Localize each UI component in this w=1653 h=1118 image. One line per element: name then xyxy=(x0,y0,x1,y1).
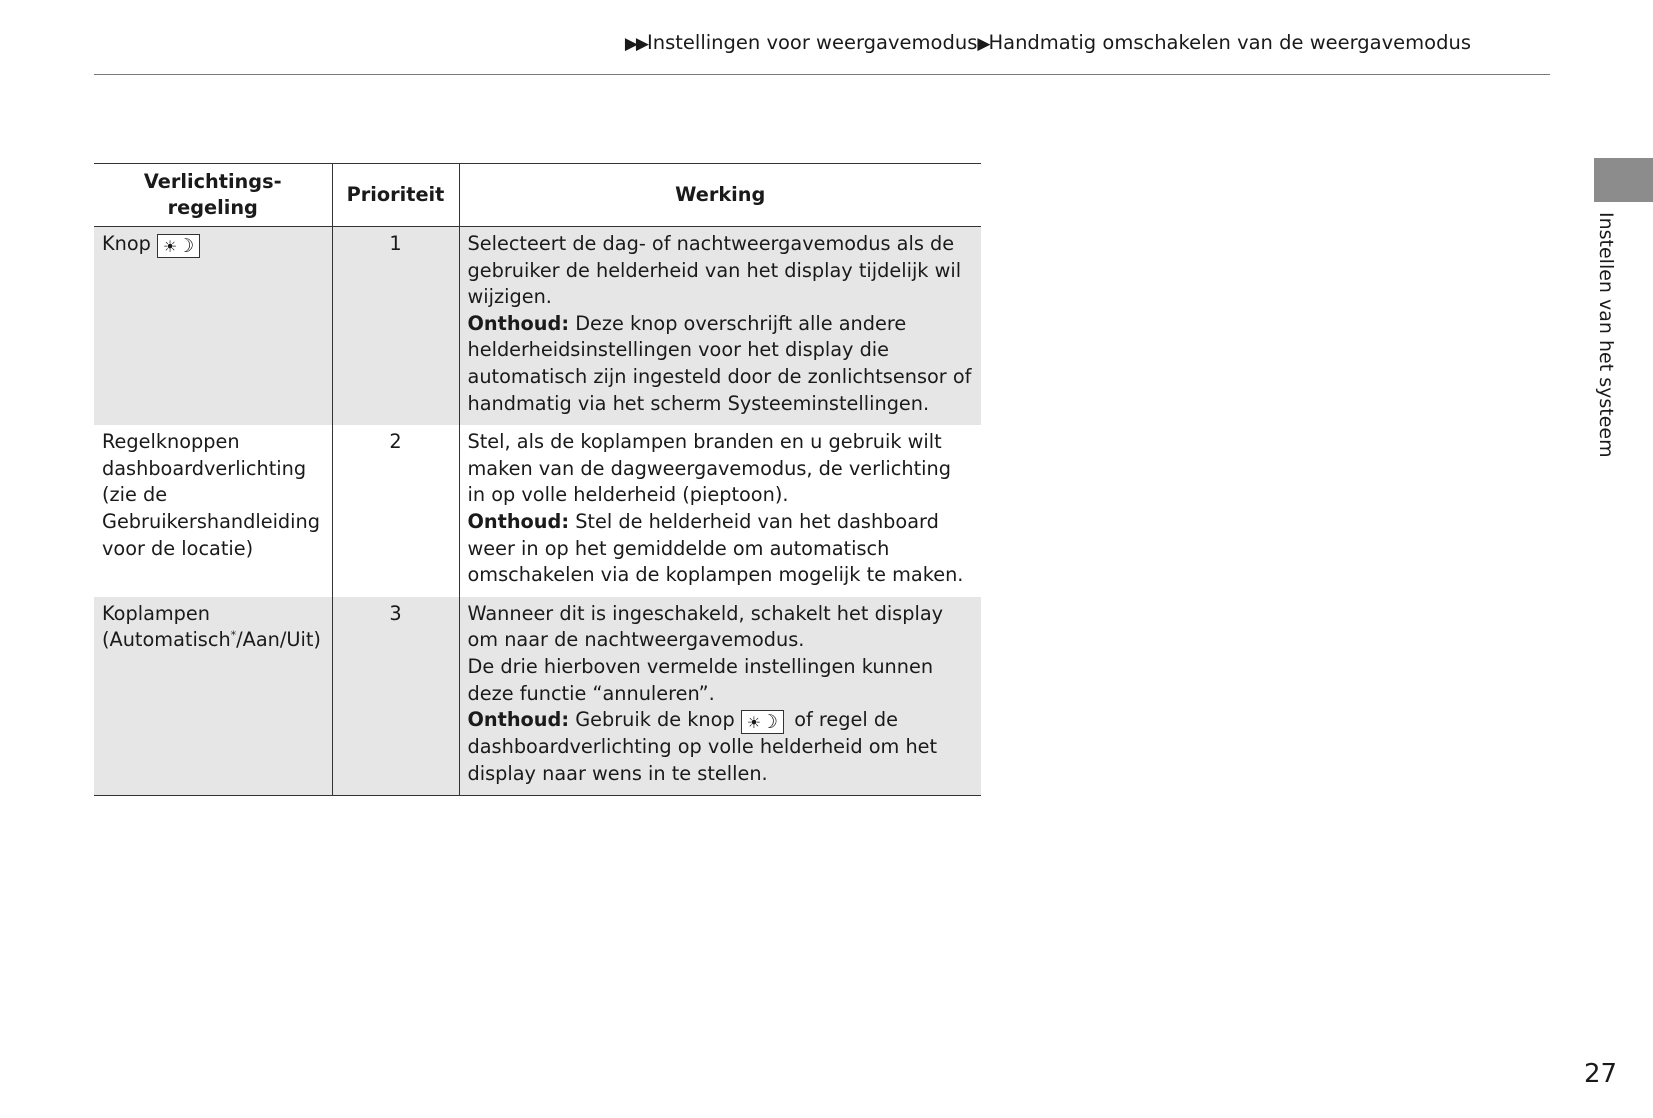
lighting-priority-table xyxy=(94,163,981,796)
moon-icon: ☽ xyxy=(177,235,195,257)
control-label: Knop xyxy=(102,232,151,255)
moon-icon: ☽ xyxy=(761,711,779,734)
operation-note-pre: Gebruik de knop xyxy=(575,708,735,732)
cell-priority: 1 xyxy=(332,227,459,426)
side-tab-label: Instellen van het systeem xyxy=(1595,212,1617,458)
header-priority: Prioriteit xyxy=(332,164,459,227)
operation-note-post: of regel de dashboardverlichting op volle helderheid om het display naar wens in te stellen. xyxy=(467,708,938,785)
operation-note: Stel de helderheid van het dashboard weer in op het gemiddelde om automatisch omschakelen via de koplampen mogelijk te maken. xyxy=(467,509,964,587)
table-row xyxy=(94,227,981,426)
footnote-asterisk: * xyxy=(230,628,237,642)
cell-priority: 2 xyxy=(332,425,459,597)
operation-description: Stel, als de koplampen branden en u gebruik wilt maken van de dagweergavemodus, de verlichting in op volle helderheid (pieptoon). xyxy=(467,430,951,507)
day-night-button-icon xyxy=(741,710,784,734)
header-divider xyxy=(94,74,1550,75)
breadcrumb-section: Instellingen voor weergavemodus xyxy=(646,31,978,54)
breadcrumb-separator: ▶ xyxy=(977,34,989,54)
operation-description: Selecteert de dag- of nachtweergavemodus als de gebruiker de helderheid van het display tijdelijk wil wijzigen. xyxy=(467,232,962,309)
breadcrumb-page: Handmatig omschakelen van de weergavemodus xyxy=(988,31,1471,54)
header-lighting-control xyxy=(94,164,332,227)
breadcrumb-arrows: ▶▶ xyxy=(624,34,647,54)
table-row xyxy=(94,597,981,796)
control-modes-post: /Aan/Uit) xyxy=(236,628,321,652)
operation-description-2: De drie hierboven vermelde instellingen kunnen deze functie “annuleren”. xyxy=(467,654,934,705)
note-label: Onthoud: xyxy=(467,509,570,533)
header-lighting-control-line2: regeling xyxy=(167,196,258,219)
header-lighting-control-line1: Verlichtings- xyxy=(143,170,282,193)
cell-operation xyxy=(459,425,981,597)
cell-operation xyxy=(459,227,981,426)
sun-icon: ☀ xyxy=(162,237,178,256)
cell-control xyxy=(94,227,332,426)
cell-operation xyxy=(459,597,981,796)
control-modes-pre: (Automatisch xyxy=(102,628,231,652)
table-row xyxy=(94,425,981,597)
breadcrumb xyxy=(625,30,1471,57)
control-label: Koplampen xyxy=(102,601,210,625)
cell-control: Regelknoppen dashboardverlichting (zie de Gebruikershandleiding voor de locatie) xyxy=(102,430,320,560)
cell-priority: 3 xyxy=(332,597,459,796)
header-operation: Werking xyxy=(459,164,981,227)
sun-icon: ☀ xyxy=(746,713,762,733)
cell-control xyxy=(94,597,332,796)
operation-note: Deze knop overschrijft alle andere helderheidsinstellingen voor het display die automatisch zijn ingesteld door de zonlichtsensor of handmatig via het scherm Systeeminstellingen. xyxy=(467,311,972,415)
operation-description: Wanneer dit is ingeschakeld, schakelt het display om naar de nachtweergavemodus. xyxy=(467,601,944,652)
page-number: 27 xyxy=(1584,1059,1618,1089)
note-label: Onthoud: xyxy=(467,311,570,335)
day-night-button-icon xyxy=(157,234,200,258)
note-label: Onthoud: xyxy=(467,708,570,732)
side-tab-marker xyxy=(1594,158,1653,202)
table-header-row xyxy=(94,164,981,227)
